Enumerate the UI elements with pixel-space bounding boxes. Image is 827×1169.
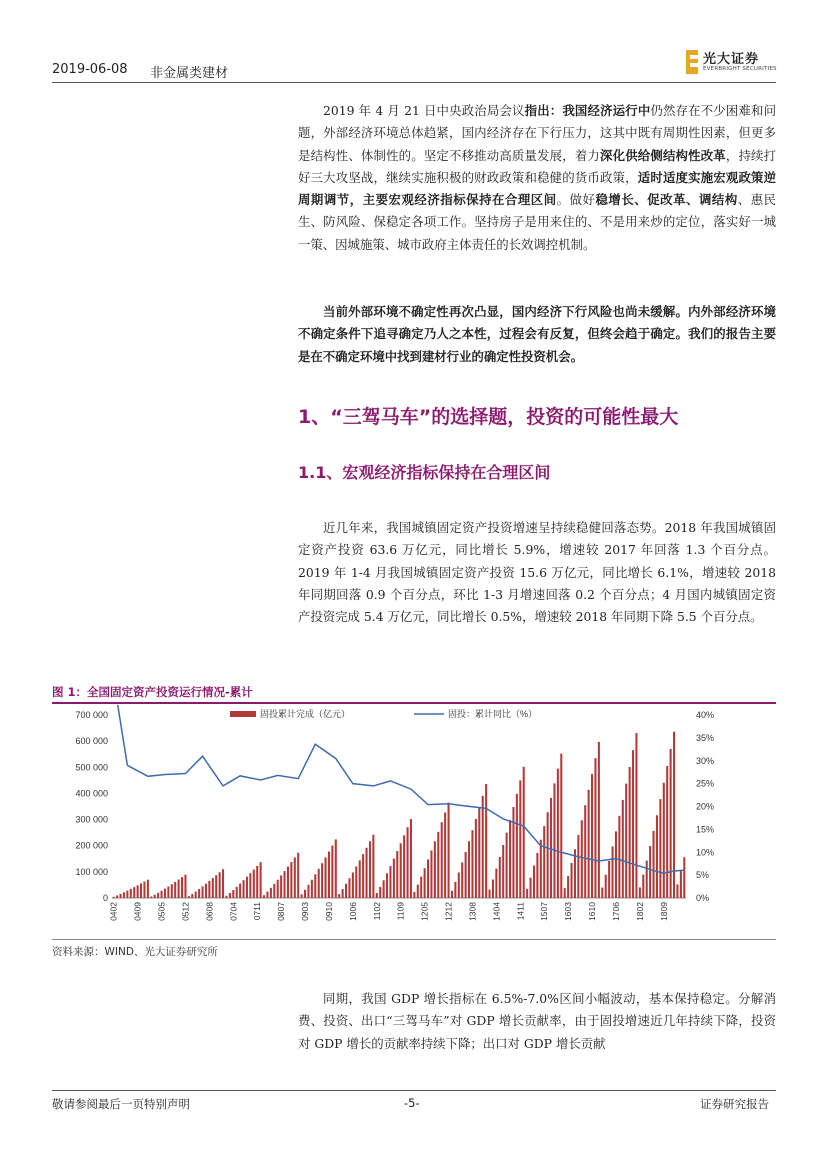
investment-bar xyxy=(478,808,480,898)
investment-bar xyxy=(622,800,624,898)
investment-bar xyxy=(615,831,617,898)
logo-mark-icon xyxy=(686,50,698,74)
investment-bar xyxy=(400,843,402,898)
y-left-tick-label: 400 000 xyxy=(75,788,108,799)
investment-bar xyxy=(188,896,190,898)
investment-bar xyxy=(150,897,152,898)
investment-bar xyxy=(246,877,248,898)
investment-bar xyxy=(372,835,374,898)
section-heading-1: 1、“三驾马车”的选择题，投资的可能性最大 xyxy=(298,406,679,428)
investment-bar xyxy=(417,885,419,898)
paragraph-politburo-segment: ，持续打好三大攻坚战，继续实施积极的财政政策和稳健的货币政策， xyxy=(298,147,777,185)
figure-title-rule xyxy=(52,702,776,704)
investment-bar xyxy=(297,853,299,898)
investment-bar xyxy=(656,815,658,898)
investment-bar xyxy=(407,827,409,898)
investment-bar xyxy=(396,851,398,898)
y-right-tick-label: 5% xyxy=(696,870,710,881)
y-right-tick-label: 25% xyxy=(696,778,715,789)
investment-bar xyxy=(222,869,224,898)
investment-bar xyxy=(434,841,436,898)
investment-bar xyxy=(523,767,525,898)
investment-bar xyxy=(386,873,388,898)
investment-bar xyxy=(123,892,125,898)
investment-bar xyxy=(376,893,378,898)
paragraph-politburo-segment: 稳增长、促改革、调结构 xyxy=(595,192,738,208)
x-tick-label: 0704 xyxy=(228,902,239,921)
x-tick-label: 1205 xyxy=(419,902,430,921)
investment-bar xyxy=(225,896,227,898)
investment-bar xyxy=(557,769,559,898)
investment-bar xyxy=(666,766,668,898)
x-tick-label: 1404 xyxy=(491,902,502,921)
investment-bar xyxy=(321,863,323,898)
legend-line-label: 固投：累计同比（%） xyxy=(448,709,538,719)
investment-bar xyxy=(612,846,614,898)
x-tick-label: 1809 xyxy=(658,902,669,921)
investment-bar xyxy=(133,887,135,898)
investment-bar xyxy=(389,866,391,898)
investment-bar xyxy=(512,807,514,898)
investment-bar xyxy=(280,875,282,898)
investment-bar xyxy=(383,880,385,898)
investment-bar xyxy=(318,869,320,898)
investment-bar xyxy=(335,839,337,898)
investment-bar xyxy=(208,881,210,898)
investment-bar xyxy=(277,880,279,898)
investment-bar xyxy=(639,887,641,898)
x-tick-label: 1507 xyxy=(539,902,550,921)
everbright-logo xyxy=(686,48,782,80)
investment-bar xyxy=(205,884,207,898)
investment-bar xyxy=(605,875,607,898)
paragraph-politburo-segment: 2019 年 4 月 21 日中央政治局会议 xyxy=(323,103,525,118)
paragraph-politburo-segment: 深化供给侧结构性改革 xyxy=(600,147,726,163)
section-heading-1-1: 1.1、宏观经济指标保持在合理区间 xyxy=(298,463,551,482)
investment-bar xyxy=(307,885,309,898)
investment-bar xyxy=(475,819,477,898)
investment-bar xyxy=(120,894,122,898)
investment-bar xyxy=(174,882,176,898)
y-right-tick-label: 40% xyxy=(696,710,715,720)
investment-bar xyxy=(461,862,463,898)
paragraph-politburo-segment: 指出：我国经济运行中 xyxy=(524,103,651,118)
paragraph-politburo-segment: 仍然存在不少困难和问题，外部经济环境总体趋紧，国内经济存在下行压力，这其中既有周期性因素，但更多是结构性、体制性的。坚定不移推动高质量发展，着力 xyxy=(298,103,777,163)
investment-bar xyxy=(618,816,620,898)
paragraph-uncertainty xyxy=(298,301,776,368)
investment-bar xyxy=(516,794,518,898)
investment-bar xyxy=(594,758,596,898)
investment-bar xyxy=(154,895,156,898)
investment-bar xyxy=(427,859,429,898)
investment-bar xyxy=(530,878,532,898)
investment-bar xyxy=(290,862,292,898)
paragraph-politburo-segment: 适时适度实施宏观政策逆周期调节，主要宏观经济指标保持在合理区间 xyxy=(298,169,777,208)
investment-bar xyxy=(444,812,446,898)
header-divider xyxy=(52,82,776,83)
investment-bar xyxy=(178,880,180,898)
investment-bar xyxy=(294,857,296,898)
investment-bar xyxy=(164,889,166,898)
investment-bar xyxy=(437,832,439,898)
y-right-tick-label: 15% xyxy=(696,824,715,835)
investment-bar xyxy=(646,861,648,898)
investment-bar xyxy=(342,889,344,898)
investment-bar xyxy=(212,878,214,898)
investment-bar xyxy=(553,783,555,898)
investment-bar xyxy=(608,861,610,898)
investment-bar xyxy=(680,871,682,898)
paragraph-gdp: 同期，我国 GDP 增长指标在 6.5%-7.0%区间小幅波动，基本保持稳定。分解消费、投资、出口“三驾马车”对 GDP 增长贡献率，由于固投增速近几年持续下降，投资对 GDP 增长的贡献率持续下降；出口对 GDP 增长贡献 xyxy=(298,991,776,1051)
x-tick-label: 1212 xyxy=(443,902,454,921)
investment-bar xyxy=(243,880,245,898)
investment-bar xyxy=(420,877,422,898)
investment-bar xyxy=(458,872,460,898)
investment-bar xyxy=(157,893,159,898)
investment-bar xyxy=(338,894,340,898)
investment-bar xyxy=(126,891,128,898)
investment-bar xyxy=(198,889,200,898)
investment-bar xyxy=(653,831,655,898)
investment-bar xyxy=(311,880,313,898)
investment-bar xyxy=(191,894,193,898)
y-left-tick-label: 200 000 xyxy=(75,840,108,851)
investment-bar xyxy=(468,841,470,898)
source-divider xyxy=(52,939,776,940)
investment-bar xyxy=(352,872,354,898)
investment-bar xyxy=(413,892,415,898)
investment-bar xyxy=(571,863,573,898)
page-number: -5- xyxy=(404,1096,420,1110)
investment-bar xyxy=(263,895,265,898)
x-tick-label: 1603 xyxy=(563,902,574,921)
investment-bar xyxy=(584,805,586,898)
y-right-tick-label: 20% xyxy=(696,801,715,812)
x-tick-label: 1006 xyxy=(347,902,358,921)
investment-bar xyxy=(147,880,149,898)
investment-bar xyxy=(465,852,467,898)
logo-name-en: EVERBRIGHT SECURITIES xyxy=(703,66,777,72)
x-tick-label: 0402 xyxy=(108,902,119,921)
investment-bar xyxy=(588,790,590,898)
x-tick-label: 0910 xyxy=(323,902,334,921)
investment-bar xyxy=(229,893,231,898)
investment-bar xyxy=(314,874,316,898)
investment-bar xyxy=(215,875,217,898)
investment-bar xyxy=(471,830,473,898)
investment-bar xyxy=(137,885,139,898)
report-sector: 非金属类建材 xyxy=(150,66,229,81)
footer-divider xyxy=(52,1090,776,1091)
investment-bar xyxy=(502,845,504,898)
investment-bar xyxy=(304,890,306,898)
x-tick-label: 0409 xyxy=(132,902,143,921)
investment-bar xyxy=(441,822,443,898)
x-tick-label: 0903 xyxy=(300,902,311,921)
investment-bar xyxy=(499,857,501,898)
investment-bar xyxy=(379,887,381,898)
paragraph-politburo-segment: 、惠民生、防风险、保稳定各项工作。坚持房子是用来住的、不是用来炒的定位，落实好一城一策、因城施策、城市政府主体责任的长效调控机制。 xyxy=(298,192,777,252)
report-date: 2019-06-08 xyxy=(52,62,128,77)
investment-bar xyxy=(232,890,234,898)
investment-bar xyxy=(362,854,364,898)
investment-bar xyxy=(536,853,538,898)
investment-bar xyxy=(369,841,371,898)
x-tick-label: 0711 xyxy=(252,902,263,921)
y-right-tick-label: 35% xyxy=(696,732,715,743)
investment-bar xyxy=(543,826,545,898)
investment-bar xyxy=(236,887,238,898)
x-tick-label: 1610 xyxy=(587,902,598,921)
investment-bar xyxy=(181,877,183,898)
investment-bar xyxy=(359,860,361,898)
investment-bar xyxy=(519,780,521,898)
x-tick-label: 0807 xyxy=(276,902,287,921)
x-tick-label: 0608 xyxy=(204,902,215,921)
logo-name-cn: 光大证券 xyxy=(703,52,760,67)
investment-bar xyxy=(676,884,678,898)
investment-bar xyxy=(509,820,511,898)
investment-bar xyxy=(601,888,603,898)
investment-bar xyxy=(184,875,186,898)
paragraph-uncertainty-text: 当前外部环境不确定性再次凸显，国内经济下行风险也尚未缓解。内外部经济环境不确定条件下追寻确定乃人之本性，过程会有反复，但终会趋于确定。我们的报告主要是在不确定环境中找到建材行业的确定性投资机会。 xyxy=(298,304,776,364)
figure-title: 图 1：全国固定资产投资运行情况-累计 xyxy=(52,685,253,699)
investment-bar xyxy=(424,868,426,898)
investment-bar xyxy=(410,819,412,898)
y-right-tick-label: 30% xyxy=(696,755,715,766)
investment-bar xyxy=(454,882,456,898)
investment-bar xyxy=(506,833,508,898)
investment-bar xyxy=(485,784,487,898)
paragraph-politburo-segment: 。做好 xyxy=(556,192,596,208)
fixed-asset-investment-chart xyxy=(52,705,782,935)
y-left-tick-label: 600 000 xyxy=(75,736,108,747)
investment-bar xyxy=(567,876,569,898)
investment-bar xyxy=(663,783,665,898)
investment-bar xyxy=(673,732,675,898)
y-left-tick-label: 700 000 xyxy=(75,710,108,720)
investment-bar xyxy=(629,767,631,898)
investment-bar xyxy=(632,750,634,898)
investment-bar xyxy=(533,866,535,898)
investment-bar xyxy=(598,742,600,898)
investment-bar xyxy=(581,820,583,898)
investment-bar xyxy=(284,871,286,898)
investment-bar xyxy=(256,866,258,898)
investment-bar xyxy=(273,884,275,898)
investment-bar xyxy=(287,867,289,898)
y-left-tick-label: 300 000 xyxy=(75,814,108,825)
investment-bar xyxy=(331,846,333,898)
investment-bar xyxy=(670,749,672,898)
investment-bar xyxy=(403,835,405,898)
x-tick-label: 1102 xyxy=(371,902,382,921)
investment-bar xyxy=(355,866,357,898)
investment-bar xyxy=(393,859,395,898)
y-right-tick-label: 0% xyxy=(696,893,710,903)
investment-bar xyxy=(547,812,549,898)
legend-bar-swatch xyxy=(230,711,256,717)
x-tick-label: 1411 xyxy=(515,902,526,921)
investment-bar xyxy=(366,848,368,898)
investment-bar xyxy=(564,888,566,898)
investment-bar xyxy=(635,733,637,898)
investment-bar xyxy=(171,884,173,898)
legend-bar-label: 固投累计完成（亿元） xyxy=(260,709,351,719)
investment-bar xyxy=(482,796,484,898)
investment-bar xyxy=(253,870,255,898)
y-left-tick-label: 0 xyxy=(102,893,108,903)
investment-bar xyxy=(266,892,268,898)
investment-bar xyxy=(325,857,327,898)
investment-bar xyxy=(526,889,528,898)
investment-bar xyxy=(161,891,163,898)
x-tick-label: 0512 xyxy=(180,902,191,921)
investment-bar xyxy=(345,884,347,898)
x-tick-label: 1109 xyxy=(395,902,406,921)
investment-bar xyxy=(116,895,118,898)
investment-bar xyxy=(642,875,644,898)
investment-bar xyxy=(430,850,432,898)
investment-bar xyxy=(591,774,593,898)
paragraph-politburo xyxy=(298,100,776,256)
y-left-tick-label: 500 000 xyxy=(75,762,108,773)
investment-bar xyxy=(550,798,552,898)
investment-bar xyxy=(451,891,453,898)
x-tick-label: 1308 xyxy=(467,902,478,921)
figure-source: 资料来源：WIND、光大证券研究所 xyxy=(52,946,218,958)
x-tick-label: 1802 xyxy=(634,902,645,921)
investment-bar xyxy=(130,889,132,898)
investment-bar xyxy=(348,878,350,898)
x-tick-label: 1706 xyxy=(610,902,621,921)
investment-bar xyxy=(301,894,303,898)
investment-bar xyxy=(540,840,542,898)
investment-bar xyxy=(328,852,330,898)
investment-bar xyxy=(489,890,491,898)
investment-bar xyxy=(260,862,262,898)
investment-bar xyxy=(219,872,221,898)
investment-bar xyxy=(492,880,494,898)
investment-bar xyxy=(649,846,651,898)
investment-bar xyxy=(140,883,142,898)
investment-bar xyxy=(495,869,497,898)
investment-bar xyxy=(239,884,241,898)
y-right-tick-label: 10% xyxy=(696,847,715,858)
investment-bar xyxy=(625,784,627,898)
investment-bar xyxy=(560,754,562,898)
investment-bar xyxy=(577,835,579,898)
y-left-tick-label: 100 000 xyxy=(75,866,108,877)
investment-bar xyxy=(195,892,197,898)
investment-bar xyxy=(683,857,685,898)
investment-bar xyxy=(202,886,204,898)
investment-bar xyxy=(113,897,115,898)
footer-disclaimer: 敬请参阅最后一页特别声明 xyxy=(52,1097,190,1111)
footer-report-type: 证券研究报告 xyxy=(700,1097,769,1111)
investment-bar xyxy=(143,882,145,898)
investment-bar xyxy=(167,886,169,898)
x-tick-label: 0505 xyxy=(156,902,167,921)
investment-bar xyxy=(448,803,450,898)
investment-bar xyxy=(270,888,272,898)
paragraph-investment: 近几年来，我国城镇固定资产投资增速呈持续稳健回落态势。2018 年我国城镇固定资产投资 63.6 万亿元，同比增长 5.9%，增速较 2017 年回落 1.3 个百分点。2019 年 1-4 月我国城镇固定资产投资 15.6 万亿元，同比增长 6.1%，增速较 2018 年同期回落 0.9 个百分点，环比 1-3 月增速回落 0.2 个百分点；4 月国内城镇固定资产投资完成 5.4 万亿元，同比增长 0.5%，增速较 2018 年同期下降 5.5 个百分点。 xyxy=(298,520,776,625)
investment-bar xyxy=(249,873,251,898)
investment-bar xyxy=(659,799,661,898)
